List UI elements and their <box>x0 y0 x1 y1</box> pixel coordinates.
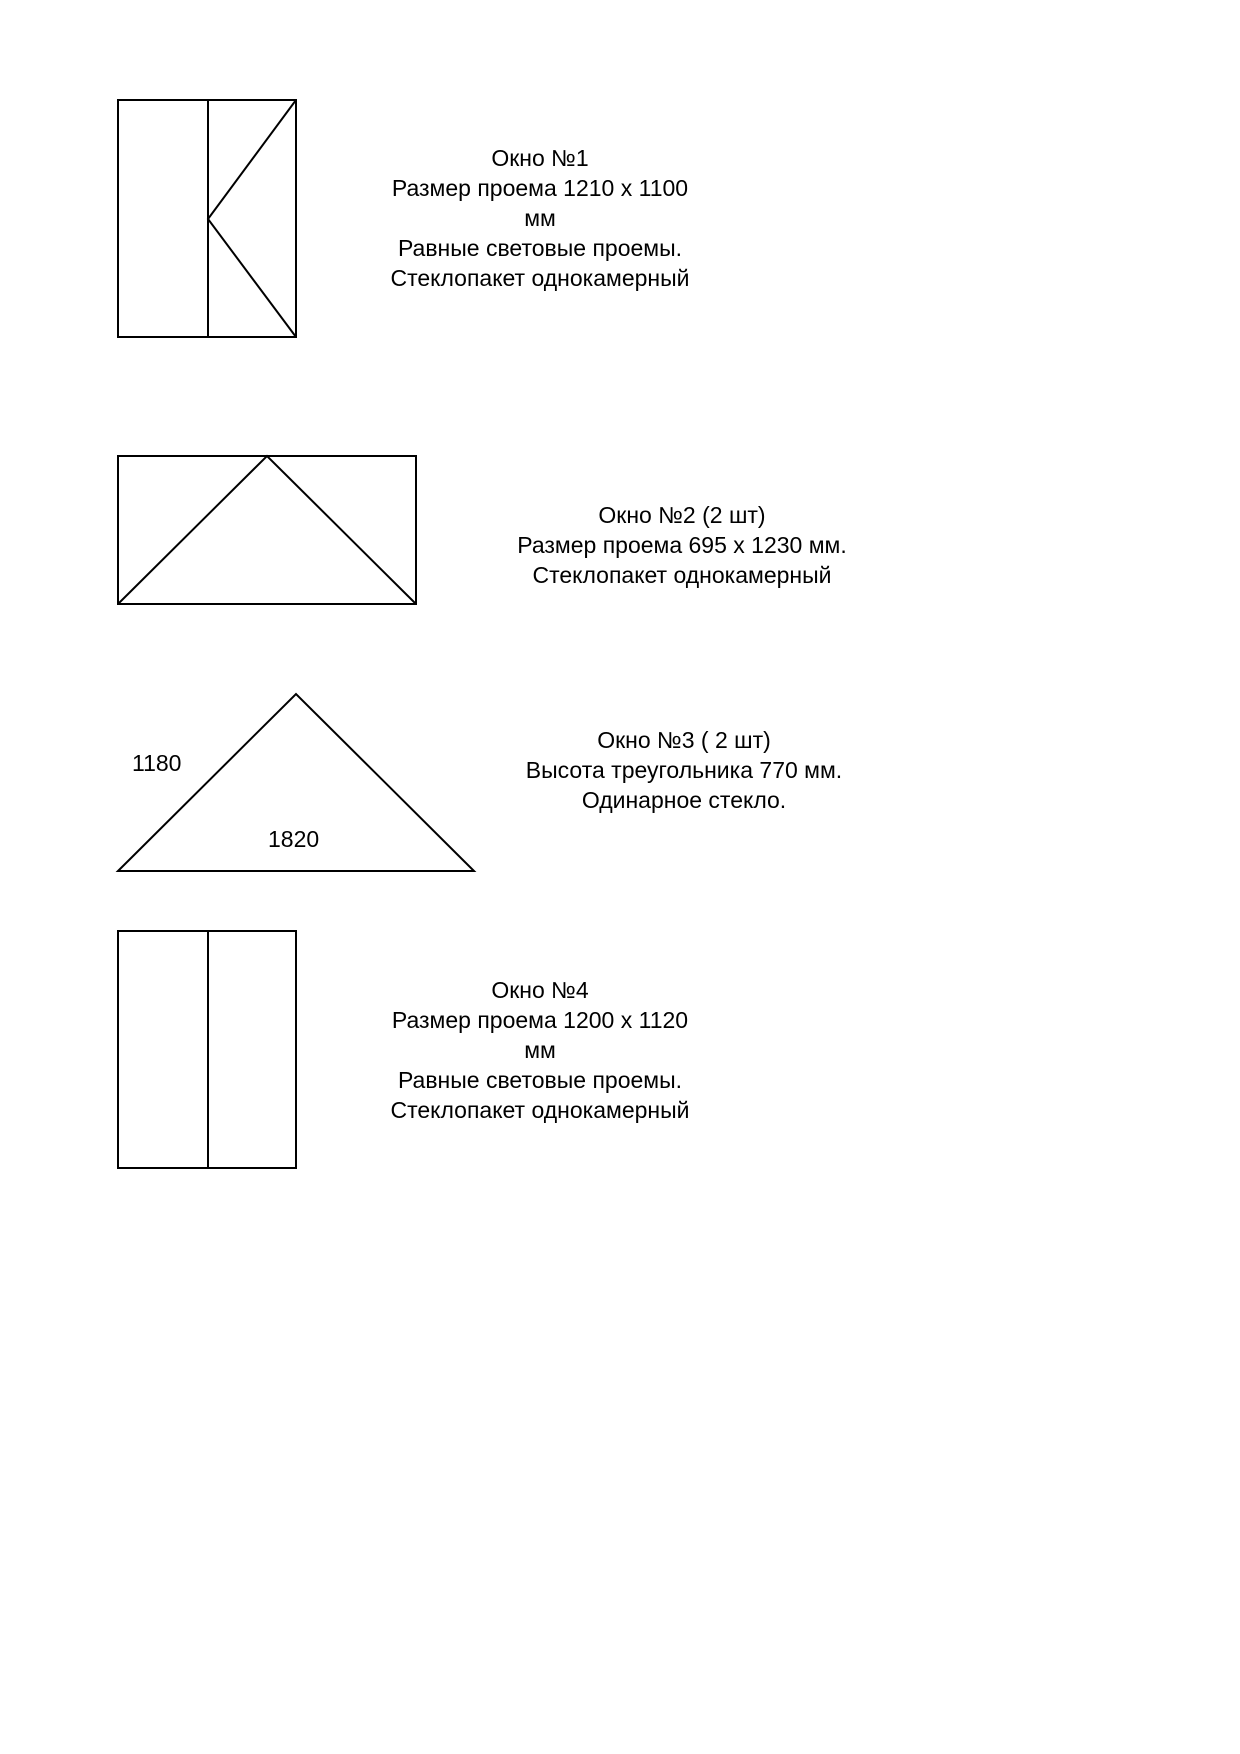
window-4-drawing <box>118 931 296 1168</box>
window-4-caption <box>340 975 740 1125</box>
window-1-lights: Равные световые проемы. <box>397 235 683 261</box>
window-3-title: Окно №3 ( 2 шт) <box>597 727 771 753</box>
window-1-title: Окно №1 <box>491 145 589 171</box>
window-4-lights: Равные световые проемы. <box>397 1067 683 1093</box>
window-2-frame <box>118 456 416 604</box>
window-2-opening-marker <box>118 456 416 604</box>
window-2-drawing <box>118 456 416 604</box>
window-2-glazing: Стеклопакет однокамерный <box>532 562 832 588</box>
window-1-drawing <box>118 100 296 337</box>
window-3-glazing: Одинарное стекло. <box>581 787 787 813</box>
window-2-caption <box>482 500 882 590</box>
window-4-size-unit: мм <box>524 1037 556 1063</box>
window-4-size: Размер проема 1200 х 1120 <box>391 1007 689 1033</box>
window-4-title: Окно №4 <box>491 977 589 1003</box>
window-1-opening-marker <box>208 100 296 337</box>
window-1-glazing: Стеклопакет однокамерный <box>390 265 690 291</box>
window-2-title: Окно №2 (2 шт) <box>598 502 766 528</box>
window-1-caption <box>340 143 740 293</box>
window-2-size: Размер проема 695 х 1230 мм. <box>517 532 847 558</box>
window-3-caption <box>484 725 884 815</box>
window-4-glazing: Стеклопакет однокамерный <box>390 1097 690 1123</box>
window-1-size: Размер проема 1210 х 1100 <box>391 175 689 201</box>
window-3-side-dimension: 1180 <box>132 750 182 776</box>
window-1-size-unit: мм <box>524 205 556 231</box>
window-3-height: Высота треугольника 770 мм. <box>525 757 843 783</box>
window-3-base-dimension: 1820 <box>268 826 320 852</box>
